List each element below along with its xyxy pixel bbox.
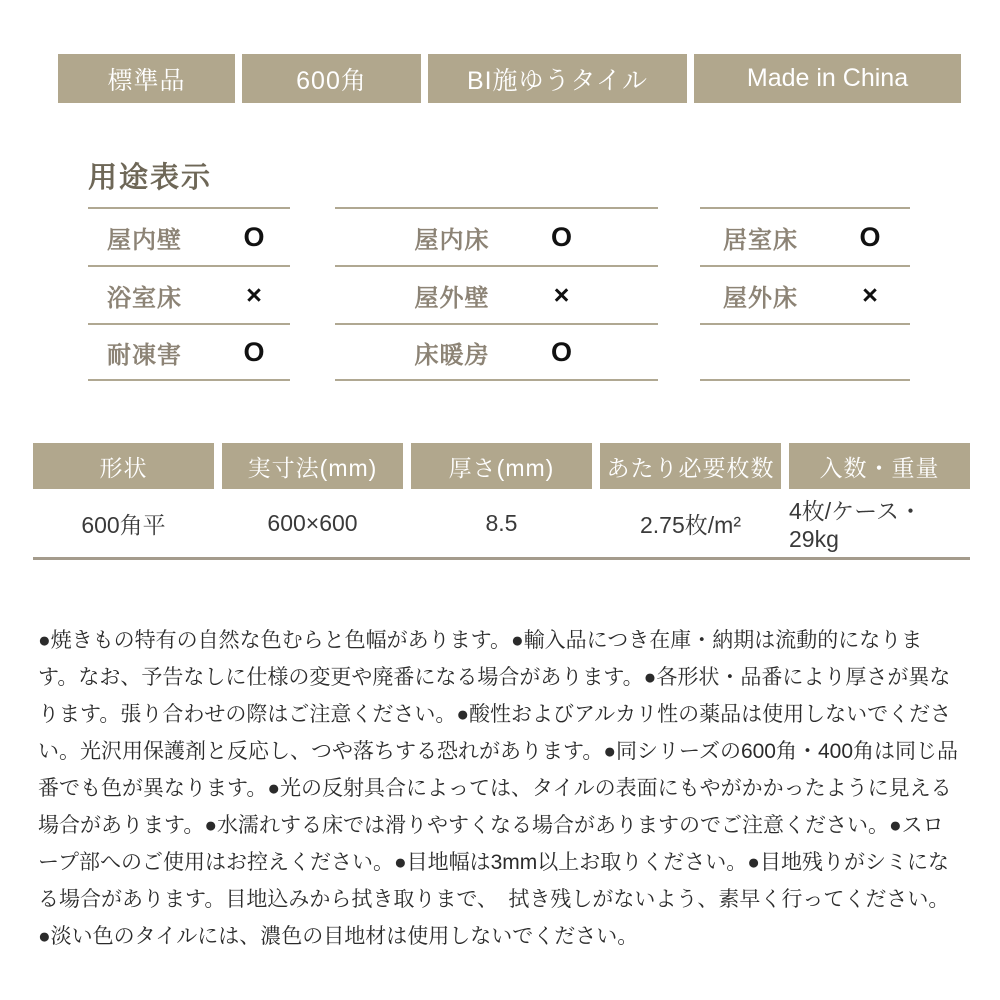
usage-label: 屋内床	[414, 226, 490, 254]
spec-table-value-row	[33, 489, 970, 560]
spec-header-qty-weight: 入数・重量	[789, 443, 970, 489]
usage-label: 屋内壁	[107, 226, 182, 254]
usage-mark: O	[243, 336, 265, 367]
spec-value-qty-weight: 4枚/ケース・29kg	[789, 498, 923, 552]
spec-header-shape: 形状	[33, 443, 214, 489]
usage-row-frost-resistance	[88, 323, 290, 381]
badge-tile-size: 600角	[242, 54, 421, 103]
usage-mark: ×	[862, 279, 878, 310]
spec-header-dimensions: 実寸法(mm)	[222, 443, 403, 489]
usage-row-bathroom-floor	[88, 265, 290, 323]
usage-mark: ×	[246, 279, 262, 310]
usage-row-outdoor-floor	[700, 265, 910, 323]
usage-mark: ×	[553, 279, 570, 310]
spec-value-pieces-per-sqm: 2.75枚/m²	[640, 511, 741, 538]
usage-table-3	[700, 207, 910, 381]
usage-row-outdoor-wall	[335, 265, 658, 323]
usage-label: 床暖房	[414, 341, 490, 369]
spec-header-pieces-per-sqm: あたり必要枚数	[600, 443, 781, 489]
spec-table	[33, 443, 970, 560]
usage-tables	[88, 207, 1000, 381]
badge-standard-product: 標準品	[58, 54, 235, 103]
usage-row-indoor-floor	[335, 207, 658, 265]
usage-row-living-room-floor	[700, 207, 910, 265]
product-notes-paragraph: ●焼きもの特有の自然な色むらと色幅があります。●輸入品につき在庫・納期は流動的になります。なお、予告なしに仕様の変更や廃番になる場合があります。●各形状・品番により厚さが異なります。張り合わせの際はご注意ください。●酸性およびアルカリ性の薬品は使用しないでください。光沢用保護剤と反応し、つや落ちする恐れがあります。●同シリーズの600角・400角は同じ品番でも色が異なります。●光の反射具合によっては、タイルの表面にもやがかかったように見える場合があります。●水濡れする床では滑りやすくなる場合がありますのでご注意ください。●スロープ部へのご使用はお控えください。●目地幅は3mm以上お取りください。●目地残りがシミになる場合があります。目地込みから拭き取りまで、 拭き残しがないよう、素早く行ってください。●淡い色のタイルには、濃色の目地材は使用しないでください。	[38, 629, 959, 948]
usage-label: 屋外床	[723, 284, 798, 312]
usage-label: 屋外壁	[414, 284, 490, 312]
spec-header-thickness: 厚さ(mm)	[411, 443, 592, 489]
spec-value-thickness: 8.5	[485, 509, 518, 536]
badge-tile-type: BI施ゆうタイル	[428, 54, 687, 103]
usage-row-empty	[700, 323, 910, 381]
badge-row	[58, 54, 1000, 103]
usage-mark: O	[243, 221, 265, 252]
spec-value-shape: 600角平	[81, 511, 166, 538]
usage-row-indoor-wall	[88, 207, 290, 265]
spec-table-header-row	[33, 443, 970, 489]
badge-country-of-origin: Made in China	[694, 54, 961, 103]
usage-table-1	[88, 207, 290, 381]
usage-section-title: 用途表示	[88, 162, 213, 194]
usage-mark: O	[859, 221, 881, 252]
usage-mark: O	[550, 336, 572, 367]
usage-mark: O	[550, 221, 572, 252]
usage-row-floor-heating	[335, 323, 658, 381]
usage-label: 居室床	[723, 226, 798, 254]
usage-label: 浴室床	[107, 284, 182, 312]
usage-table-2	[335, 207, 658, 381]
usage-label: 耐凍害	[107, 341, 182, 369]
spec-value-dimensions: 600×600	[267, 509, 358, 536]
